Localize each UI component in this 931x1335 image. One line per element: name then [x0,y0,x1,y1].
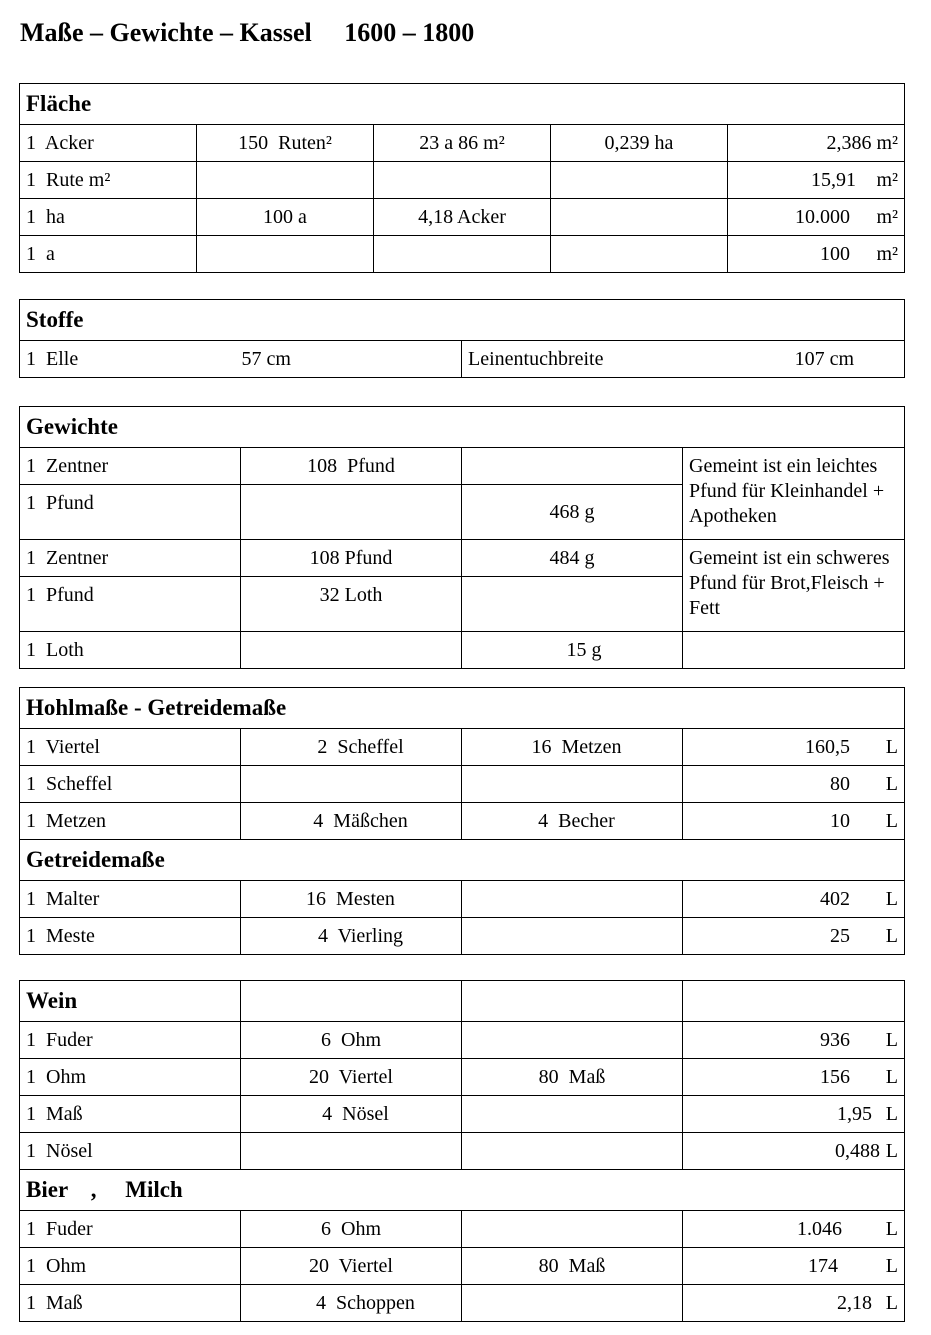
table-row [20,125,905,162]
unit: L [885,1066,898,1088]
value: 1.046 [797,1218,842,1240]
value: 10 [830,810,851,832]
cell [683,1059,905,1096]
flaeche-table [19,83,905,273]
value: 402 [820,888,851,910]
cell: 32 Loth [241,577,462,632]
cell [683,1248,905,1285]
value: 0,488 [835,1140,880,1162]
cell [462,1022,683,1059]
cell: 107 cm [639,341,905,378]
cell [462,1096,683,1133]
cell: 1 ha [20,199,197,236]
unit: L [885,888,899,910]
value: 160,5 [805,736,851,758]
cell [551,199,728,236]
cell [197,236,374,273]
cell: 1 Zentner [20,540,241,577]
cell: 0,239 ha [551,125,728,162]
cell: 1 Ohm [20,1248,241,1285]
value: 1,95 [837,1103,872,1125]
value: 15,91 [811,169,857,191]
unit: L [885,1255,898,1277]
note-heavy-pound: Gemeint ist ein schweres Pfund für Brot,Fleisch + Fett [683,540,905,632]
cell [462,766,683,803]
unit: L [885,1029,898,1051]
cell: 4,18 Acker [374,199,551,236]
cell: 1 Metzen [20,803,241,840]
page-title: Maße – Gewichte – Kassel 1600 – 1800 [20,18,475,47]
cell [683,981,905,1022]
wein-heading: Wein [20,981,241,1022]
table-row [20,1248,905,1285]
cell: 100 a [197,199,374,236]
cell: 4 Nösel [241,1096,462,1133]
cell: 1 Acker [20,125,197,162]
cell: 16 Metzen [462,729,683,766]
unit: L [885,736,899,758]
cell: 484 g [462,540,683,577]
stoffe-heading: Stoffe [20,300,905,341]
cell [683,1211,905,1248]
cell: 2 Scheffel [241,729,462,766]
table-row [20,918,905,955]
cell: 1 Maß [20,1285,241,1322]
cell [683,632,905,669]
cell [462,1211,683,1248]
cell: 1 Pfund [20,485,241,540]
unit: L [885,1140,898,1162]
bier-milch-heading: Bier , Milch [20,1170,905,1211]
cell: 2,386 m² [728,125,905,162]
hohlmasse-table [19,687,905,955]
cell [462,1285,683,1322]
table-row [20,1211,905,1248]
cell [462,881,683,918]
cell: 1 a [20,236,197,273]
cell: 1 Malter [20,881,241,918]
cell: 1 Fuder [20,1022,241,1059]
value: 80 [830,773,851,795]
value: 174 [808,1255,838,1277]
cell [462,918,683,955]
cell [683,729,905,766]
wein-table [19,980,905,1322]
cell [683,918,905,955]
cell [683,803,905,840]
value: 156 [820,1066,850,1088]
unit: L [885,810,899,832]
unit: L [885,925,899,947]
cell [241,981,462,1022]
cell [683,881,905,918]
cell: 16 Mesten [241,881,462,918]
cell: 23 a 86 m² [374,125,551,162]
value: 25 [830,925,851,947]
cell [683,1285,905,1322]
value: 10.000 [795,206,851,228]
cell [728,162,905,199]
cell [683,1096,905,1133]
cell: Leinentuchbreite [462,341,639,378]
table-row [20,1022,905,1059]
cell [374,162,551,199]
cell: 20 Viertel [241,1248,462,1285]
hohlmasse-heading: Hohlmaße - Getreidemaße [20,688,905,729]
cell: 150 Ruten² [197,125,374,162]
cell [728,199,905,236]
cell [241,485,462,540]
cell [462,577,683,632]
cell: 4 Vierling [241,918,462,955]
unit: m² [876,169,899,191]
cell: 1 Maß [20,1096,241,1133]
unit: L [885,1292,898,1314]
table-row [20,341,905,378]
cell: 1 Ohm [20,1059,241,1096]
cell: 4 Becher [462,803,683,840]
cell: 1 Meste [20,918,241,955]
cell: 1 Viertel [20,729,241,766]
value: 2,18 [837,1292,872,1314]
unit: L [885,1218,898,1240]
table-row [20,881,905,918]
table-row [20,1096,905,1133]
table-row [20,632,905,669]
cell: 1 Scheffel [20,766,241,803]
cell: 20 Viertel [241,1059,462,1096]
cell: 1 Loth [20,632,241,669]
table-row [20,803,905,840]
stoffe-table [19,299,905,378]
cell: 4 Mäßchen [241,803,462,840]
cell: 1 Elle [20,341,197,378]
cell: 57 cm [197,341,462,378]
unit: m² [876,243,899,265]
cell: 468 g [462,485,683,540]
cell: 80 Maß [462,1248,683,1285]
cell: 1 Zentner [20,448,241,485]
cell [683,766,905,803]
table-row [20,1285,905,1322]
cell [462,1133,683,1170]
table-row [20,162,905,199]
table-row [20,766,905,803]
cell: 1 Rute m² [20,162,197,199]
unit: L [885,1103,898,1125]
table-row [20,236,905,273]
gewichte-heading: Gewichte [20,407,905,448]
table-row [20,1133,905,1170]
cell: 1 Nösel [20,1133,241,1170]
note-light-pound: Gemeint ist ein leichtes Pfund für Kleinhandel + Apotheken [683,448,905,540]
cell: 108 Pfund [241,448,462,485]
table-row [20,729,905,766]
cell: 15 g [462,632,683,669]
cell [462,981,683,1022]
unit: m² [876,206,899,228]
cell [728,236,905,273]
table-row [20,199,905,236]
cell [683,1022,905,1059]
cell: 1 Fuder [20,1211,241,1248]
cell [551,162,728,199]
gewichte-table [19,406,905,669]
cell: 108 Pfund [241,540,462,577]
cell: 1 Pfund [20,577,241,632]
cell: 6 Ohm [241,1211,462,1248]
cell [197,162,374,199]
cell [241,1133,462,1170]
table-row [20,540,905,577]
cell: 80 Maß [462,1059,683,1096]
cell [241,632,462,669]
table-row [20,1059,905,1096]
table-row [20,448,905,485]
cell: 6 Ohm [241,1022,462,1059]
unit: L [885,773,899,795]
flaeche-heading: Fläche [20,84,905,125]
getreidemasse-heading: Getreidemaße [20,840,905,881]
cell [551,236,728,273]
cell [683,1133,905,1170]
value: 100 [820,243,851,265]
value: 936 [820,1029,850,1051]
cell [462,448,683,485]
cell [241,766,462,803]
cell: 4 Schoppen [241,1285,462,1322]
cell [374,236,551,273]
